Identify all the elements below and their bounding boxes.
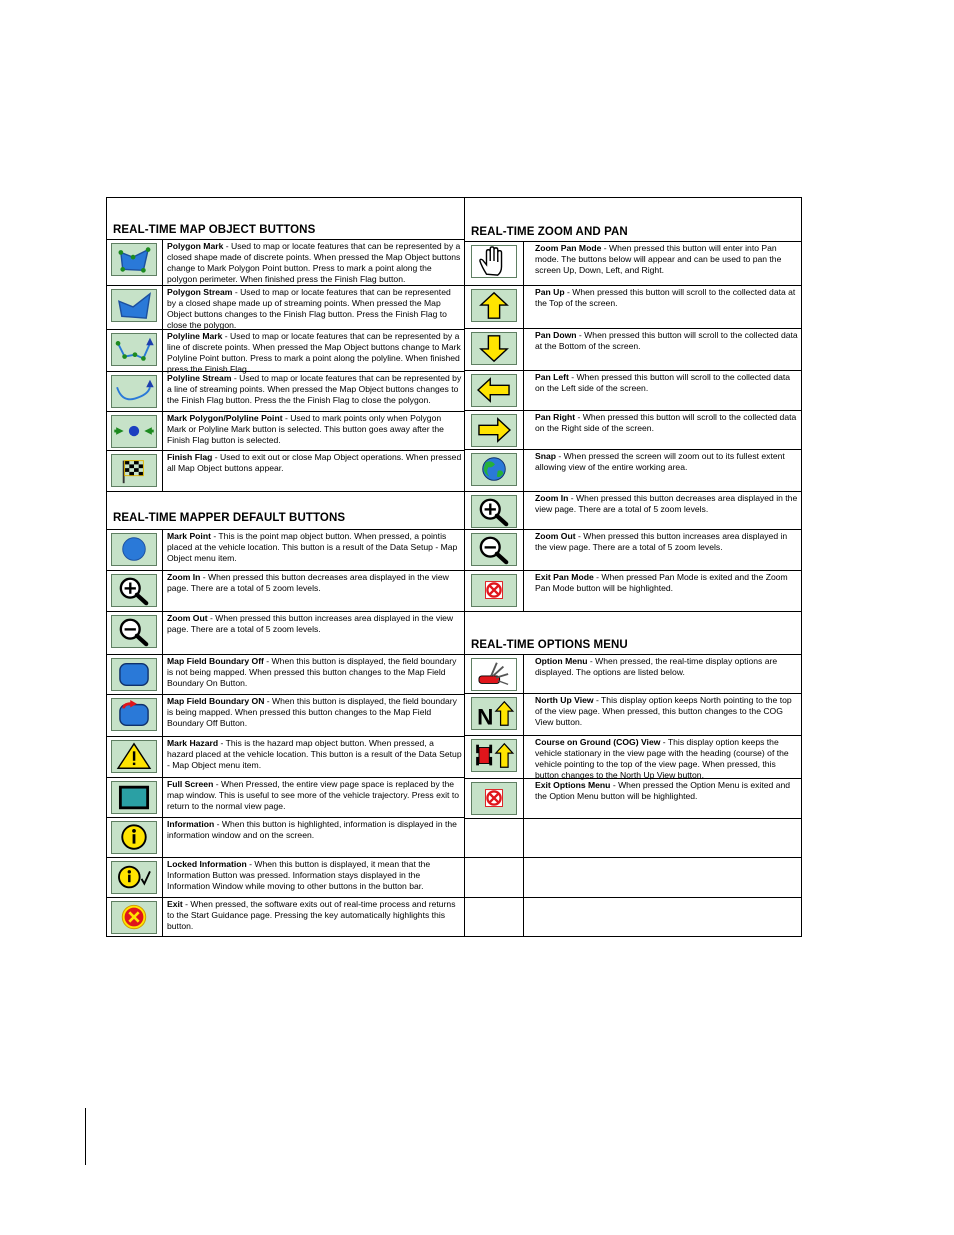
button-name: Snap [535,451,557,461]
icon-cell [107,286,163,329]
description-cell [167,696,462,729]
button-description: - When pressed this button increases area displayed in the view page. There are a total of 5 zoom levels. [167,613,454,634]
button-name: Zoom Out [167,613,208,623]
button-name: Zoom In [535,493,569,503]
icon-cell [465,779,524,818]
button-description: - When pressed this button will scroll to the collected data on the Right side of the screen. [535,412,797,433]
icon-cell [107,612,163,654]
button-name: Zoom Pan Mode [535,243,602,253]
section-header-options-menu [465,611,802,654]
button-description: - Used to map or locate features that can be represented by a closed shape made up of streaming points. When pressed the Map Object buttons changes to the Finish Flag button. Press the Finish Flag to close the polygon. [167,287,451,330]
icon-cell [107,372,163,411]
description-cell [167,452,462,474]
description-cell [167,656,462,689]
section-divider [107,491,464,492]
arrow-right-icon [471,414,517,447]
button-description: - This display option keeps North pointing to the top of the view page. When pressed, this button changes to the COG View button. [535,695,792,727]
button-description: - When pressed this button will scroll to the collected data at the Bottom of the screen. [535,330,798,351]
table-row [107,529,464,570]
button-description: - When Pressed, the entire view page space is replaced by the map window. This is useful to see more of the vehicle trajectory. Press exit to return to the normal view page. [167,779,459,811]
exit-icon [111,901,157,934]
locked-information-icon [111,861,157,894]
table-row [465,693,802,735]
button-description: - When pressed, the real-time display options are displayed. The options are listed below. [535,656,778,677]
button-description: - When this button is highlighted, information is displayed in the information window and on the screen. [167,819,457,840]
table-row [465,241,802,285]
description-cell [167,859,462,892]
icon-cell [107,778,163,817]
cog-view-icon [471,739,517,772]
button-name: Polyline Mark [167,331,223,341]
button-name: Pan Up [535,287,565,297]
section-header-map-object [107,198,464,239]
button-name: Mark Hazard [167,738,219,748]
mark-point-icon [111,533,157,566]
table-row [465,449,802,491]
description-cell [167,572,462,594]
hand-pan-icon [471,245,517,278]
button-description: - When pressed this button decreases area displayed in the view page. There are a total of 5 zoom levels. [167,572,449,593]
icon-cell [107,412,163,450]
button-name: Polygon Stream [167,287,233,297]
description-cell [167,241,462,285]
icon-cell [465,450,524,491]
table-row [107,694,464,736]
button-name: Full Screen [167,779,214,789]
field-boundary-on-icon [111,698,157,731]
button-description: - This is the point map object button. When pressed, a pointis placed at the vehicle location. This button is a result of the Data Setup - Map Object menu item. [167,531,458,563]
button-name: Map Field Boundary ON [167,696,265,706]
button-description: - When this button is displayed, it mean that the Information Button was pressed. Information stays displayed in the Information Window while moving to other buttons in the button bar. [167,859,431,891]
description-cell [167,413,462,446]
icon-cell [465,411,524,449]
button-description: - Used to map or locate features that can be represented by a closed shape made of discrete points. When pressed the Map Object buttons change to Mark Polygon Point button. Press to mark a point along the polygon perimeter. When finished press the Finish Flag button. [167,241,461,284]
button-description: - When pressed this button will scroll to the collected data at the Top of the screen. [535,287,796,308]
button-name: Finish Flag [167,452,213,462]
description-cell [167,819,462,841]
zoom-out-icon [471,533,517,566]
icon-cell [107,737,163,777]
description-cell [535,372,800,394]
button-name: Map Field Boundary Off [167,656,264,666]
button-name: Option Menu [535,656,588,666]
button-name: Mark Point [167,531,211,541]
north-up-icon [471,697,517,730]
description-cell [535,572,800,594]
icon-cell [107,240,163,285]
button-name: Pan Right [535,412,576,422]
button-name: Polygon Mark [167,241,224,251]
icon-cell [107,571,163,611]
svg-text:N: N [477,704,494,729]
description-cell [535,493,800,515]
button-name: Polyline Stream [167,373,232,383]
description-cell [167,373,462,406]
polygon-stream-icon [111,289,157,322]
table-row [107,411,464,450]
icon-cell [465,655,524,693]
icon-cell [107,530,163,570]
button-description: - When this button is displayed, the field boundary is not being mapped. When pressed this button changes to the Map Field Boundary On Button. [167,656,457,688]
table-row [465,410,802,449]
description-cell [535,695,800,728]
button-description: - When pressed this button will scroll to the collected data on the Left side of the screen. [535,372,791,393]
icon-cell [465,492,524,529]
left-column [107,198,464,936]
table-row [107,897,464,936]
empty-icon-cell [465,898,524,936]
button-description: - Used to mark points only when Polygon Mark or Polyline Mark button is selected. This button goes away after the Finish Flag button is selected. [167,413,444,445]
description-cell [535,737,800,781]
empty-row [465,857,802,897]
zoom-out-icon [111,615,157,648]
empty-row [465,818,802,857]
section-title: REAL-TIME OPTIONS MENU [471,639,628,651]
button-description: - Used to exit out or close Map Object operations. When pressed all Map Object buttons appear. [167,452,462,473]
table-row [107,371,464,411]
button-name: Zoom In [167,572,201,582]
arrow-down-icon [471,332,517,365]
description-cell [535,330,800,352]
description-cell [167,779,462,812]
polyline-mark-icon [111,333,157,366]
table-row [107,611,464,654]
description-cell [535,287,800,309]
field-boundary-off-icon [111,658,157,691]
description-cell [167,738,462,771]
button-name: Zoom Out [535,531,576,541]
button-name: Exit Pan Mode [535,572,594,582]
table-row [107,570,464,611]
zoom-in-icon [111,574,157,607]
button-description: - This is the hazard map object button. When pressed, a hazard placed at the vehicle location. This button is a result of the Data Setup - Map Object menu item. [167,738,462,770]
full-screen-icon [111,781,157,814]
table-row [465,778,802,818]
description-cell [167,287,462,331]
table-row [107,329,464,374]
exit-pan-icon [471,574,517,607]
button-description: - When this button is displayed, the field boundary is being mapped. When pressed this button changes to the Map Field Boundary Off Button. [167,696,457,728]
table-row [465,285,802,328]
section-header-mapper-default [107,491,464,527]
table-row [465,570,802,611]
table-row [465,735,802,778]
empty-icon-cell [465,858,524,897]
table-row [107,817,464,857]
button-name: Exit Options Menu [535,780,611,790]
description-cell [535,412,800,434]
icon-cell [465,286,524,328]
table-row [465,370,802,410]
globe-snap-icon [471,453,517,486]
page-margin-rule [85,1108,86,1165]
button-name: Pan Down [535,330,577,340]
description-cell [535,780,800,802]
right-column [464,198,802,936]
section-title: REAL-TIME MAPPER DEFAULT BUTTONS [113,512,346,524]
icon-cell [107,451,163,491]
table-row [465,654,802,693]
icon-cell [465,530,524,570]
table-row [107,654,464,694]
button-name: Information [167,819,215,829]
section-title: REAL-TIME MAP OBJECT BUTTONS [113,224,316,236]
table-row [107,736,464,777]
table-row [465,529,802,570]
button-description: - Used to map or locate features that can be represented by a line of streaming points. When pressed the Map Object buttons changes to the Finish Flag button. Press the the Finish Flag to close the polygon. [167,373,462,405]
information-icon [111,821,157,854]
description-cell [535,531,800,553]
button-description: - Used to map or locate features that can be represented by a line of discrete points. When pressed the Map Object buttons change to Mark Polyline Point button. Press to mark a point along the polyline. When finished press the Finish Flag. [167,331,461,374]
button-description: - When pressed the screen will zoom out to its fullest extent allowing view of the entire working area. [535,451,785,472]
table-row [107,857,464,897]
icon-cell [465,371,524,410]
section-title: REAL-TIME ZOOM AND PAN [471,226,628,238]
button-description: - When pressed this button will enter into Pan mode. The buttons below will appear and can be used to pan the screen Up, Down, Left, and Right. [535,243,782,275]
button-description: - When pressed the Option Menu is exited and the Option Menu button will be highlighted. [535,780,791,801]
section-header-zoom-pan [465,198,802,241]
description-cell [167,531,462,564]
button-name: North Up View [535,695,594,705]
zoom-in-icon [471,495,517,528]
button-description: - When pressed this button increases area displayed in the view page. There are a total of 5 zoom levels. [535,531,788,552]
button-name: Locked Information [167,859,247,869]
hazard-icon [111,740,157,773]
arrow-up-icon [471,289,517,322]
icon-cell [107,858,163,897]
icon-cell [465,242,524,285]
exit-options-icon [471,782,517,815]
button-name: Exit [167,899,183,909]
table-row [107,450,464,491]
button-description: - This display option keeps the vehicle stationary in the view page with the heading (course) of the vehicle pointing to the top of the view page. When pressed, this button changes to the North Up View button. [535,737,789,780]
finish-flag-icon [111,454,157,487]
button-name: Course on Ground (COG) View [535,737,661,747]
description-cell [535,451,800,473]
icon-cell [465,329,524,370]
description-cell [167,331,462,375]
button-name: Pan Left [535,372,569,382]
icon-cell [107,695,163,736]
section-divider [465,611,802,612]
button-reference-table [106,197,802,937]
empty-row [465,897,802,936]
empty-icon-cell [465,819,524,857]
table-row [107,777,464,817]
description-cell [535,243,800,276]
option-menu-icon [471,658,517,691]
icon-cell [107,898,163,936]
table-row [107,285,464,329]
button-name: Mark Polygon/Polyline Point [167,413,283,423]
icon-cell [107,330,163,371]
description-cell [535,656,800,678]
polyline-stream-icon [111,375,157,408]
icon-cell [107,655,163,694]
description-cell [167,613,462,635]
icon-cell [465,571,524,611]
arrow-left-icon [471,374,517,407]
button-description: - When pressed this button decreases area displayed in the view page. There are a total of 5 zoom levels. [535,493,798,514]
icon-cell [465,736,524,778]
icon-cell [107,818,163,857]
button-description: - When pressed Pan Mode is exited and the Zoom Pan Mode button will be highlighted. [535,572,788,593]
polygon-mark-icon [111,243,157,276]
description-cell [167,899,462,932]
table-row [465,491,802,529]
button-description: - When pressed, the software exits out of real-time process and returns to the Start Guidance page. Pressing the key automatically highlights this button. [167,899,456,931]
icon-cell [465,694,524,735]
mark-point-arrows-icon [111,415,157,448]
table-row [107,239,464,285]
table-row [465,328,802,370]
